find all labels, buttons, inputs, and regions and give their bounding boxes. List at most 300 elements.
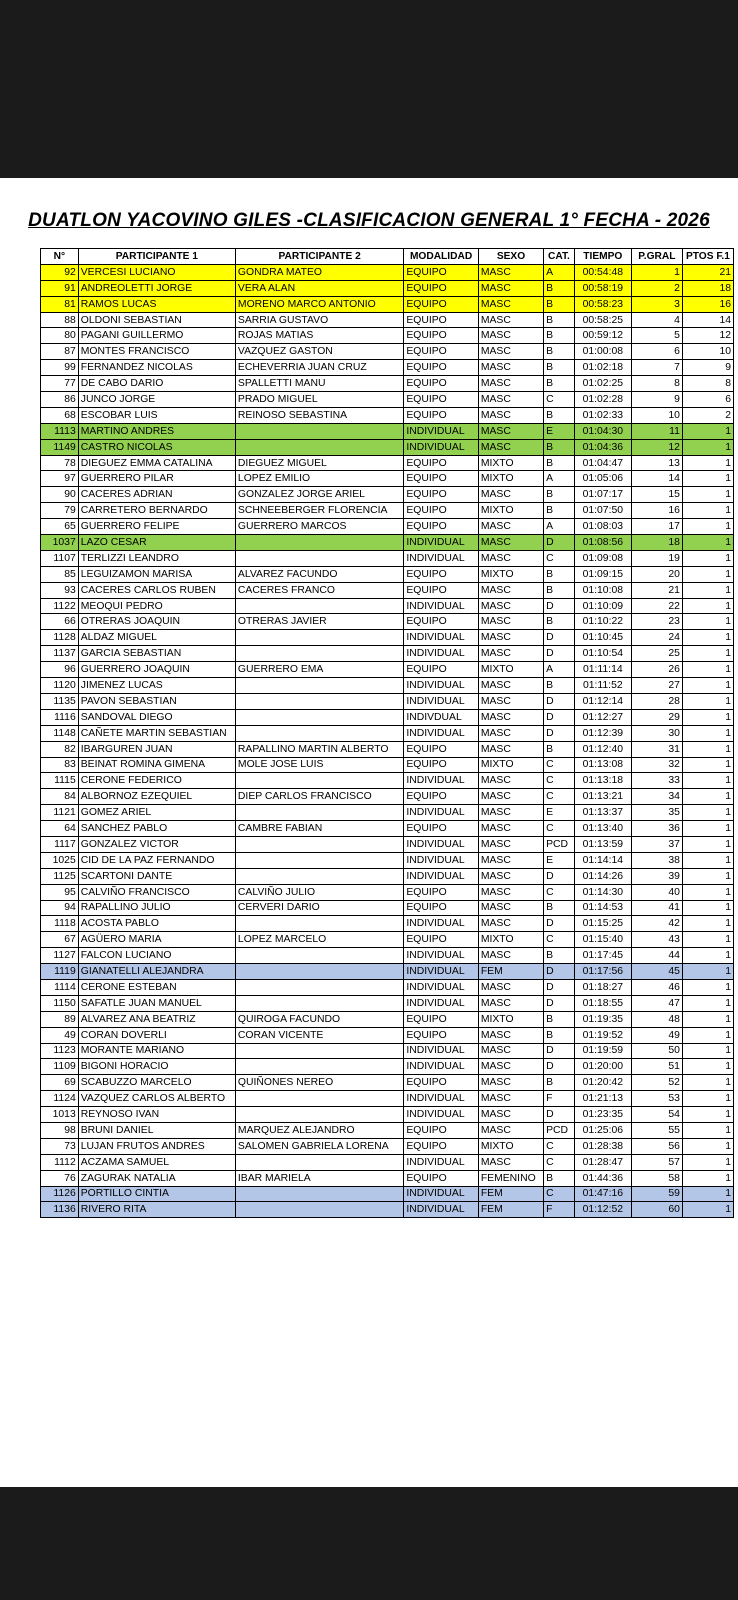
cell-participante-1: GONZALEZ VICTOR — [78, 836, 235, 852]
cell-p-gral: 4 — [631, 312, 682, 328]
cell-sexo: MASC — [478, 280, 543, 296]
cell-ptos: 1 — [682, 487, 733, 503]
cell-ptos: 1 — [682, 1186, 733, 1202]
cell-number: 87 — [41, 344, 79, 360]
cell-participante-1: AGÜERO MARIA — [78, 932, 235, 948]
cell-number: 1125 — [41, 868, 79, 884]
cell-modalidad: INDIVIDUAL — [404, 836, 479, 852]
table-row — [41, 693, 734, 709]
cell-cat: A — [544, 471, 575, 487]
cell-modalidad: EQUIPO — [404, 582, 479, 598]
cell-cat: C — [544, 773, 575, 789]
cell-sexo: MIXTO — [478, 1138, 543, 1154]
cell-number: 85 — [41, 566, 79, 582]
table-row — [41, 360, 734, 376]
cell-tiempo: 01:08:03 — [574, 519, 631, 535]
cell-sexo: MASC — [478, 773, 543, 789]
cell-participante-1: JIMENEZ LUCAS — [78, 678, 235, 694]
cell-modalidad: EQUIPO — [404, 360, 479, 376]
cell-cat: D — [544, 535, 575, 551]
cell-p-gral: 12 — [631, 439, 682, 455]
cell-cat: C — [544, 1154, 575, 1170]
cell-ptos: 6 — [682, 392, 733, 408]
cell-participante-2: CERVERI DARIO — [235, 900, 403, 916]
table-row — [41, 789, 734, 805]
cell-sexo: FEM — [478, 964, 543, 980]
cell-modalidad: EQUIPO — [404, 1011, 479, 1027]
table-row — [41, 1154, 734, 1170]
cell-tiempo: 00:54:48 — [574, 264, 631, 280]
cell-tiempo: 01:25:06 — [574, 1122, 631, 1138]
cell-ptos: 1 — [682, 995, 733, 1011]
cell-participante-1: CACERES CARLOS RUBEN — [78, 582, 235, 598]
cell-modalidad: INDIVIDUAL — [404, 678, 479, 694]
cell-number: 66 — [41, 614, 79, 630]
cell-modalidad: INDIVIDUAL — [404, 1154, 479, 1170]
cell-cat: F — [544, 1202, 575, 1218]
cell-p-gral: 29 — [631, 709, 682, 725]
cell-sexo: MASC — [478, 693, 543, 709]
cell-tiempo: 01:13:21 — [574, 789, 631, 805]
cell-number: 81 — [41, 296, 79, 312]
cell-p-gral: 51 — [631, 1059, 682, 1075]
table-row — [41, 423, 734, 439]
cell-modalidad: INDIVIDUAL — [404, 1091, 479, 1107]
cell-cat: C — [544, 392, 575, 408]
cell-sexo: MIXTO — [478, 566, 543, 582]
cell-cat: B — [544, 439, 575, 455]
cell-sexo: MASC — [478, 884, 543, 900]
cell-participante-1: OTRERAS JOAQUIN — [78, 614, 235, 630]
cell-participante-2: VERA ALAN — [235, 280, 403, 296]
cell-modalidad: EQUIPO — [404, 455, 479, 471]
cell-participante-2: CACERES FRANCO — [235, 582, 403, 598]
table-row — [41, 662, 734, 678]
cell-participante-2: SPALLETTI MANU — [235, 376, 403, 392]
cell-participante-1: LAZO CESAR — [78, 535, 235, 551]
cell-ptos: 1 — [682, 519, 733, 535]
cell-participante-2 — [235, 439, 403, 455]
cell-cat: D — [544, 646, 575, 662]
cell-p-gral: 20 — [631, 566, 682, 582]
cell-sexo: MIXTO — [478, 455, 543, 471]
cell-number: 1136 — [41, 1202, 79, 1218]
cell-p-gral: 39 — [631, 868, 682, 884]
cell-participante-2 — [235, 1043, 403, 1059]
cell-sexo: MASC — [478, 1027, 543, 1043]
cell-participante-2: QUIÑONES NEREO — [235, 1075, 403, 1091]
cell-cat: A — [544, 519, 575, 535]
cell-ptos: 1 — [682, 630, 733, 646]
cell-modalidad: EQUIPO — [404, 900, 479, 916]
table-row — [41, 264, 734, 280]
cell-modalidad: INDIVIDUAL — [404, 868, 479, 884]
cell-tiempo: 01:04:36 — [574, 439, 631, 455]
cell-tiempo: 00:58:23 — [574, 296, 631, 312]
cell-ptos: 1 — [682, 1011, 733, 1027]
cell-participante-2: MOLE JOSE LUIS — [235, 757, 403, 773]
cell-tiempo: 01:19:52 — [574, 1027, 631, 1043]
cell-ptos: 21 — [682, 264, 733, 280]
table-row — [41, 1170, 734, 1186]
cell-p-gral: 10 — [631, 407, 682, 423]
cell-modalidad: INDIVIDUAL — [404, 995, 479, 1011]
cell-cat: A — [544, 662, 575, 678]
cell-tiempo: 01:09:08 — [574, 550, 631, 566]
table-row — [41, 455, 734, 471]
cell-cat: B — [544, 1011, 575, 1027]
table-row — [41, 1043, 734, 1059]
cell-cat: E — [544, 423, 575, 439]
cell-participante-1: REYNOSO IVAN — [78, 1107, 235, 1123]
cell-number: 1037 — [41, 535, 79, 551]
table-row — [41, 280, 734, 296]
table-row — [41, 503, 734, 519]
table-row — [41, 392, 734, 408]
cell-modalidad: INDIVIDUAL — [404, 852, 479, 868]
cell-modalidad: EQUIPO — [404, 487, 479, 503]
cell-ptos: 8 — [682, 376, 733, 392]
cell-cat: B — [544, 741, 575, 757]
cell-tiempo: 01:14:26 — [574, 868, 631, 884]
cell-participante-1: SANDOVAL DIEGO — [78, 709, 235, 725]
cell-participante-1: CARRETERO BERNARDO — [78, 503, 235, 519]
cell-ptos: 1 — [682, 741, 733, 757]
table-row — [41, 296, 734, 312]
cell-cat: D — [544, 630, 575, 646]
cell-cat: B — [544, 487, 575, 503]
cell-participante-1: BIGONI HORACIO — [78, 1059, 235, 1075]
cell-sexo: MASC — [478, 487, 543, 503]
cell-modalidad: INDIVIDUAL — [404, 535, 479, 551]
cell-modalidad: EQUIPO — [404, 884, 479, 900]
cell-participante-2 — [235, 805, 403, 821]
table-row — [41, 1091, 734, 1107]
cell-number: 96 — [41, 662, 79, 678]
cell-ptos: 1 — [682, 423, 733, 439]
table-row — [41, 1075, 734, 1091]
cell-cat: B — [544, 455, 575, 471]
cell-ptos: 9 — [682, 360, 733, 376]
table-row — [41, 439, 734, 455]
cell-cat: B — [544, 614, 575, 630]
cell-number: 1115 — [41, 773, 79, 789]
bottom-black-bar — [0, 1487, 738, 1600]
cell-number: 1121 — [41, 805, 79, 821]
cell-tiempo: 01:14:14 — [574, 852, 631, 868]
cell-p-gral: 55 — [631, 1122, 682, 1138]
cell-number: 49 — [41, 1027, 79, 1043]
table-row — [41, 1011, 734, 1027]
cell-p-gral: 53 — [631, 1091, 682, 1107]
cell-participante-2: LOPEZ EMILIO — [235, 471, 403, 487]
cell-sexo: MASC — [478, 264, 543, 280]
cell-cat: B — [544, 566, 575, 582]
table-row — [41, 916, 734, 932]
cell-p-gral: 34 — [631, 789, 682, 805]
cell-sexo: MASC — [478, 1091, 543, 1107]
cell-p-gral: 7 — [631, 360, 682, 376]
cell-participante-1: PAVON SEBASTIAN — [78, 693, 235, 709]
cell-sexo: MIXTO — [478, 662, 543, 678]
table-row — [41, 519, 734, 535]
cell-p-gral: 50 — [631, 1043, 682, 1059]
table-row — [41, 773, 734, 789]
cell-ptos: 1 — [682, 1059, 733, 1075]
cell-ptos: 1 — [682, 598, 733, 614]
cell-tiempo: 01:09:15 — [574, 566, 631, 582]
cell-ptos: 1 — [682, 455, 733, 471]
cell-cat: C — [544, 789, 575, 805]
cell-number: 84 — [41, 789, 79, 805]
cell-ptos: 1 — [682, 932, 733, 948]
cell-cat: B — [544, 360, 575, 376]
cell-participante-2 — [235, 964, 403, 980]
cell-ptos: 1 — [682, 471, 733, 487]
cell-modalidad: EQUIPO — [404, 614, 479, 630]
col-header-sexo: SEXO — [478, 249, 543, 265]
cell-participante-2 — [235, 693, 403, 709]
cell-participante-1: GUERRERO FELIPE — [78, 519, 235, 535]
cell-cat: C — [544, 932, 575, 948]
table-row — [41, 566, 734, 582]
cell-tiempo: 00:58:25 — [574, 312, 631, 328]
table-row — [41, 1186, 734, 1202]
table-row — [41, 535, 734, 551]
cell-tiempo: 01:13:59 — [574, 836, 631, 852]
cell-participante-2: SCHNEEBERGER FLORENCIA — [235, 503, 403, 519]
cell-modalidad: EQUIPO — [404, 1138, 479, 1154]
cell-modalidad: INDIVIDUAL — [404, 916, 479, 932]
table-row — [41, 948, 734, 964]
cell-sexo: MASC — [478, 392, 543, 408]
cell-sexo: FEMENINO — [478, 1170, 543, 1186]
cell-participante-1: IBARGUREN JUAN — [78, 741, 235, 757]
cell-p-gral: 19 — [631, 550, 682, 566]
cell-number: 1107 — [41, 550, 79, 566]
cell-cat: D — [544, 725, 575, 741]
cell-number: 93 — [41, 582, 79, 598]
cell-sexo: MASC — [478, 1107, 543, 1123]
cell-sexo: MASC — [478, 423, 543, 439]
cell-cat: E — [544, 805, 575, 821]
cell-participante-1: MARTINO ANDRES — [78, 423, 235, 439]
col-header-participante-2: PARTICIPANTE 2 — [235, 249, 403, 265]
cell-participante-1: RAMOS LUCAS — [78, 296, 235, 312]
cell-participante-2: LOPEZ MARCELO — [235, 932, 403, 948]
cell-cat: D — [544, 1059, 575, 1075]
cell-cat: B — [544, 344, 575, 360]
cell-sexo: MASC — [478, 916, 543, 932]
cell-participante-2: MORENO MARCO ANTONIO — [235, 296, 403, 312]
page-title: DUATLON YACOVINO GILES -CLASIFICACION GENERAL 1° FECHA - 2026 — [28, 210, 710, 231]
cell-participante-1: VAZQUEZ CARLOS ALBERTO — [78, 1091, 235, 1107]
cell-number: 92 — [41, 264, 79, 280]
cell-participante-2: REINOSO SEBASTINA — [235, 407, 403, 423]
cell-ptos: 1 — [682, 836, 733, 852]
cell-participante-2: OTRERAS JAVIER — [235, 614, 403, 630]
cell-sexo: MASC — [478, 582, 543, 598]
cell-participante-2 — [235, 773, 403, 789]
cell-participante-1: DIEGUEZ EMMA CATALINA — [78, 455, 235, 471]
cell-ptos: 1 — [682, 916, 733, 932]
cell-number: 1150 — [41, 995, 79, 1011]
cell-participante-1: CORAN DOVERLI — [78, 1027, 235, 1043]
cell-participante-2 — [235, 995, 403, 1011]
cell-sexo: MASC — [478, 868, 543, 884]
cell-participante-1: GUERRERO JOAQUIN — [78, 662, 235, 678]
cell-participante-1: CALVIÑO FRANCISCO — [78, 884, 235, 900]
cell-cat: A — [544, 264, 575, 280]
table-row — [41, 725, 734, 741]
cell-participante-2: CORAN VICENTE — [235, 1027, 403, 1043]
cell-sexo: MIXTO — [478, 1011, 543, 1027]
cell-participante-2: GONDRA MATEO — [235, 264, 403, 280]
table-row — [41, 328, 734, 344]
cell-tiempo: 01:12:40 — [574, 741, 631, 757]
cell-ptos: 1 — [682, 789, 733, 805]
cell-participante-1: LEGUIZAMON MARISA — [78, 566, 235, 582]
cell-cat: C — [544, 1138, 575, 1154]
cell-ptos: 14 — [682, 312, 733, 328]
cell-tiempo: 01:28:38 — [574, 1138, 631, 1154]
table-row — [41, 1059, 734, 1075]
cell-participante-2 — [235, 678, 403, 694]
cell-participante-1: PAGANI GUILLERMO — [78, 328, 235, 344]
cell-modalidad: INDIVIDUAL — [404, 1186, 479, 1202]
cell-ptos: 1 — [682, 964, 733, 980]
table-row — [41, 1122, 734, 1138]
cell-ptos: 1 — [682, 566, 733, 582]
cell-ptos: 1 — [682, 614, 733, 630]
cell-tiempo: 01:17:56 — [574, 964, 631, 980]
cell-modalidad: INDIVIDUAL — [404, 439, 479, 455]
cell-participante-1: SCABUZZO MARCELO — [78, 1075, 235, 1091]
cell-cat: PCD — [544, 836, 575, 852]
cell-participante-1: CAÑETE MARTIN SEBASTIAN — [78, 725, 235, 741]
cell-ptos: 1 — [682, 900, 733, 916]
cell-participante-2 — [235, 646, 403, 662]
cell-modalidad: EQUIPO — [404, 932, 479, 948]
cell-tiempo: 01:10:22 — [574, 614, 631, 630]
cell-participante-1: BRUNI DANIEL — [78, 1122, 235, 1138]
cell-ptos: 1 — [682, 503, 733, 519]
cell-tiempo: 01:11:14 — [574, 662, 631, 678]
table-row — [41, 1202, 734, 1218]
cell-number: 90 — [41, 487, 79, 503]
cell-participante-1: CERONE ESTEBAN — [78, 979, 235, 995]
cell-participante-1: ALDAZ MIGUEL — [78, 630, 235, 646]
cell-cat: D — [544, 1107, 575, 1123]
cell-modalidad: INDIVIDUAL — [404, 805, 479, 821]
cell-modalidad: EQUIPO — [404, 407, 479, 423]
cell-sexo: MASC — [478, 519, 543, 535]
cell-sexo: MASC — [478, 646, 543, 662]
col-header-tiempo: TIEMPO — [574, 249, 631, 265]
cell-participante-2: IBAR MARIELA — [235, 1170, 403, 1186]
cell-participante-1: ACOSTA PABLO — [78, 916, 235, 932]
cell-sexo: MASC — [478, 630, 543, 646]
cell-number: 88 — [41, 312, 79, 328]
cell-ptos: 1 — [682, 852, 733, 868]
cell-cat: D — [544, 916, 575, 932]
cell-p-gral: 15 — [631, 487, 682, 503]
cell-number: 1013 — [41, 1107, 79, 1123]
cell-number: 1124 — [41, 1091, 79, 1107]
cell-tiempo: 01:20:00 — [574, 1059, 631, 1075]
cell-number: 91 — [41, 280, 79, 296]
cell-tiempo: 01:19:59 — [574, 1043, 631, 1059]
cell-tiempo: 01:12:39 — [574, 725, 631, 741]
cell-tiempo: 01:02:25 — [574, 376, 631, 392]
table-row — [41, 852, 734, 868]
table-row — [41, 884, 734, 900]
table-row — [41, 900, 734, 916]
cell-sexo: MASC — [478, 852, 543, 868]
cell-tiempo: 01:13:18 — [574, 773, 631, 789]
cell-sexo: MASC — [478, 1059, 543, 1075]
cell-sexo: MASC — [478, 296, 543, 312]
cell-modalidad: INDIVIDUAL — [404, 646, 479, 662]
cell-p-gral: 14 — [631, 471, 682, 487]
cell-p-gral: 57 — [631, 1154, 682, 1170]
cell-tiempo: 01:02:28 — [574, 392, 631, 408]
cell-sexo: MASC — [478, 821, 543, 837]
cell-cat: E — [544, 852, 575, 868]
cell-participante-2 — [235, 979, 403, 995]
cell-tiempo: 01:08:56 — [574, 535, 631, 551]
cell-cat: B — [544, 1075, 575, 1091]
cell-sexo: MASC — [478, 535, 543, 551]
cell-modalidad: EQUIPO — [404, 264, 479, 280]
cell-cat: B — [544, 1170, 575, 1186]
cell-participante-1: ESCOBAR LUIS — [78, 407, 235, 423]
cell-ptos: 1 — [682, 1027, 733, 1043]
cell-number: 64 — [41, 821, 79, 837]
table-row — [41, 582, 734, 598]
cell-cat: D — [544, 598, 575, 614]
cell-number: 89 — [41, 1011, 79, 1027]
cell-tiempo: 01:10:09 — [574, 598, 631, 614]
cell-participante-1: ANDREOLETTI JORGE — [78, 280, 235, 296]
cell-p-gral: 42 — [631, 916, 682, 932]
cell-sexo: FEM — [478, 1202, 543, 1218]
cell-participante-2 — [235, 836, 403, 852]
cell-participante-1: RAPALLINO JULIO — [78, 900, 235, 916]
table-row — [41, 836, 734, 852]
cell-p-gral: 33 — [631, 773, 682, 789]
cell-cat: D — [544, 979, 575, 995]
table-row — [41, 995, 734, 1011]
cell-p-gral: 52 — [631, 1075, 682, 1091]
cell-modalidad: EQUIPO — [404, 741, 479, 757]
cell-tiempo: 01:19:35 — [574, 1011, 631, 1027]
cell-tiempo: 01:14:30 — [574, 884, 631, 900]
col-header-cat: CAT. — [544, 249, 575, 265]
cell-modalidad: INDIVIDUAL — [404, 948, 479, 964]
cell-cat: C — [544, 550, 575, 566]
cell-sexo: MASC — [478, 439, 543, 455]
cell-cat: B — [544, 312, 575, 328]
cell-participante-2: SALOMEN GABRIELA LORENA — [235, 1138, 403, 1154]
cell-p-gral: 1 — [631, 264, 682, 280]
table-row — [41, 471, 734, 487]
cell-participante-1: ALBORNOZ EZEQUIEL — [78, 789, 235, 805]
cell-sexo: MASC — [478, 995, 543, 1011]
cell-participante-2: DIEP CARLOS FRANCISCO — [235, 789, 403, 805]
cell-number: 78 — [41, 455, 79, 471]
cell-modalidad: EQUIPO — [404, 1027, 479, 1043]
